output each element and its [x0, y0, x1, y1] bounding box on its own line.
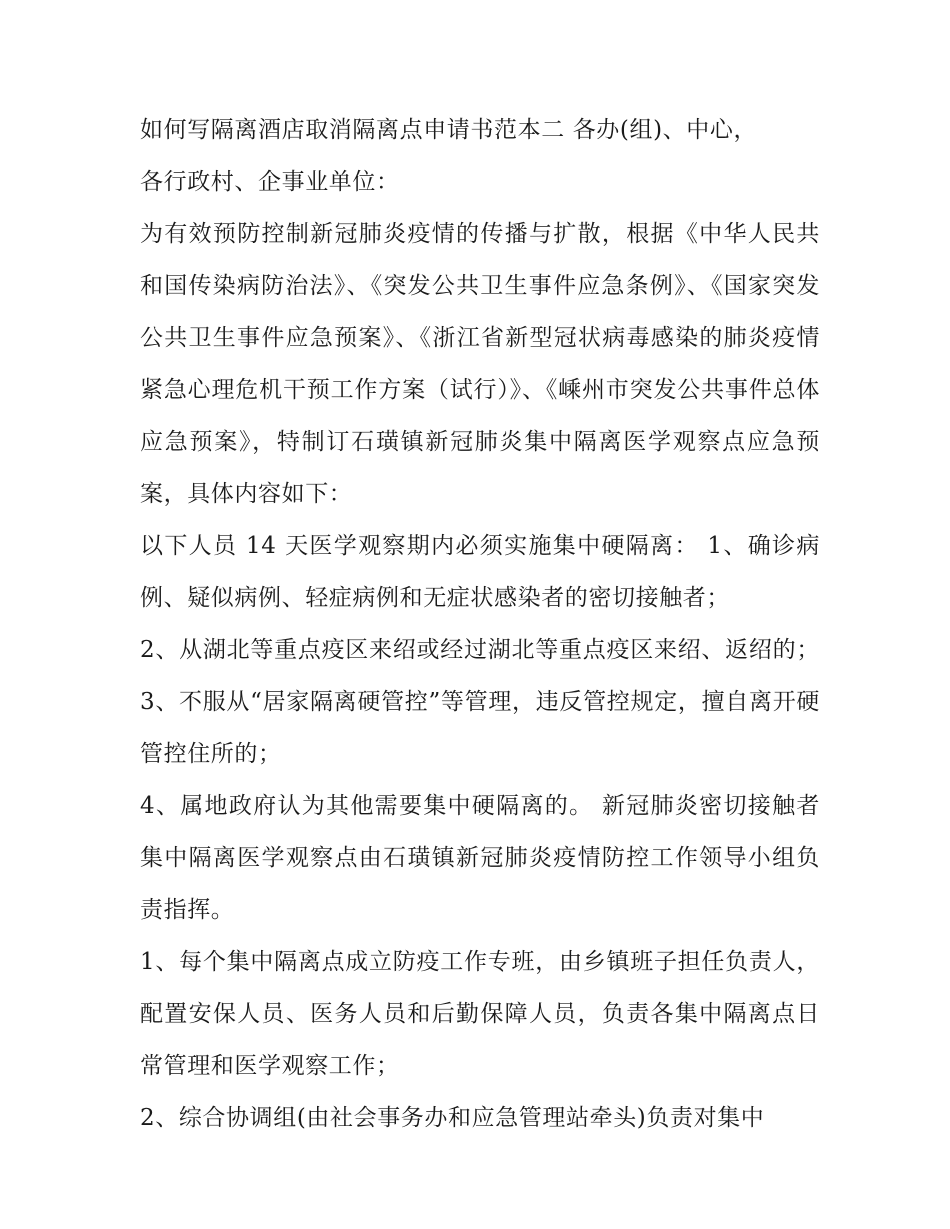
paragraph-isolation-criteria-2-3: 2、从湖北等重点疫区来绍或经过湖北等重点疫区来绍、返绍的； 3、不服从“居家隔离硬管控”等管理，违反管控规定，擅自离开硬管控住所的；: [140, 637, 820, 767]
paragraph-title: 如何写隔离酒店取消隔离点申请书范本二 各办(组)、中心，: [140, 117, 758, 143]
paragraph-isolation-criteria-1: 以下人员 14 天医学观察期内必须实施集中硬隔离： 1、确诊病例、疑似病例、轻症病例和无症状感染者的密切接触者；: [140, 533, 820, 611]
paragraph-organization-1: 1、每个集中隔离点成立防疫工作专班，由乡镇班子担任负责人，配置安保人员、医务人员和后勤保障人员，负责各集中隔离点日常管理和医学观察工作；: [140, 949, 820, 1079]
paragraph-organization-2: 2、综合协调组(由社会事务办和应急管理站牵头)负责对集中: [140, 1105, 765, 1131]
paragraph-purpose: 为有效预防控制新冠肺炎疫情的传播与扩散，根据《中华人民共和国传染病防治法》、《突发公共卫生事件应急条例》、《国家突发公共卫生事件应急预案》、《浙江省新型冠状病毒感染的肺炎疫情紧急心理危机干预工作方案（试行）》、《嵊州市突发公共事件总体应急预案》，特制订石璜镇新冠肺炎集中隔离医学观察点应急预案，具体内容如下：: [140, 221, 820, 507]
paragraph-isolation-criteria-4: 4、属地政府认为其他需要集中硬隔离的。 新冠肺炎密切接触者集中隔离医学观察点由石璜镇新冠肺炎疫情防控工作领导小组负责指挥。: [140, 793, 820, 923]
paragraph-addressee: 各行政村、企事业单位：: [140, 169, 400, 195]
document-body: [140, 104, 820, 1144]
